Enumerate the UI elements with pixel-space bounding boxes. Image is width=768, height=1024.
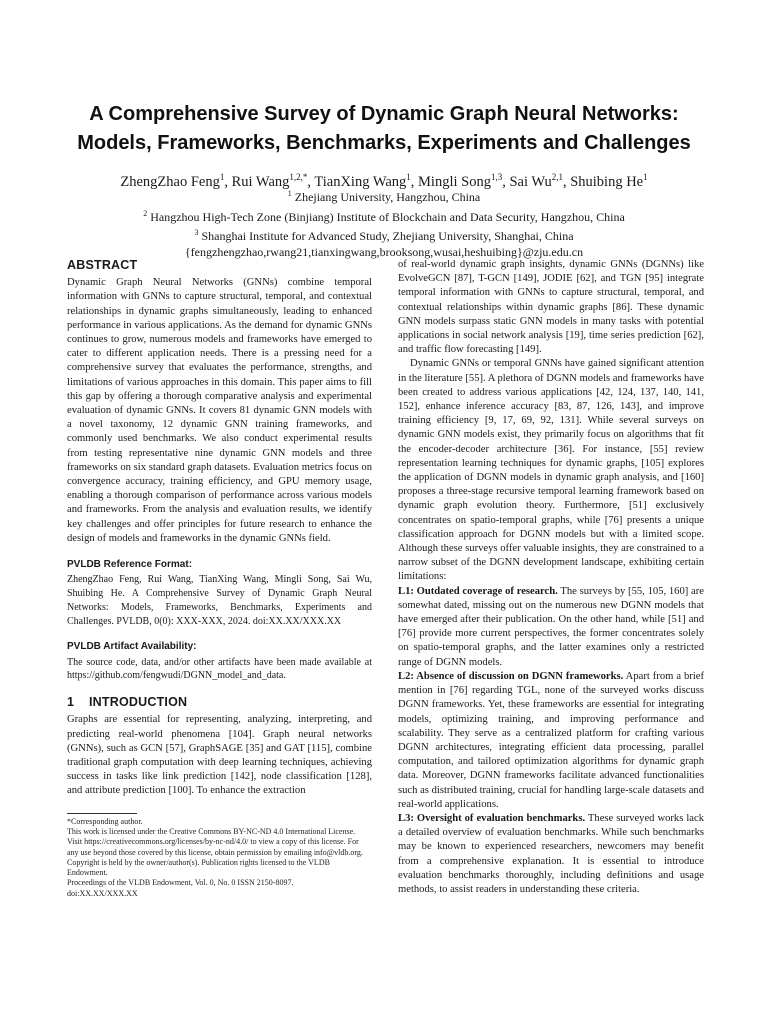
intro-paragraph-2: Dynamic GNNs or temporal GNNs have gained significant attention in the literature [55]. A plethora of DGNN models and frameworks have been created to address various applications [42, 124, 137, 140, 141, 152], enhance inference accuracy [83, 87, 126, 143], and improve training efficiency [9, 17, 69, 92, 131]. While several surveys on dynamic GNN models exist, they primarily focus on algorithms that fit the encoder-decoder architecture [36]. For instance, [55] review representation learning techniques for dynamic graphs, [105] explores the application of DGNN models in dynamic graph analysis, and [160] proposes a three-stage recursive temporal learning framework based on dynamic graph evolution theory. Furthermore, [51] exclusively concentrates on spatio-temporal graphs, while [76] presents a unique classification approach for DGNN models but with a limited scope. Although these surveys offer valuable insights, they are constrained to a narrow subset of the DGNN development landscape, exhibiting certain limitations:: [398, 358, 704, 583]
pvldb-reference-heading: PVLDB Reference Format:: [67, 559, 193, 571]
author-emails: {fengzhengzhao,rwang21,tianxingwang,brooksong,wusai,heshuibing}@zju.edu.cn: [184, 244, 584, 259]
footnote-proceedings: Proceedings of the VLDB Endowment, Vol. 0, No. 0 ISSN 2150-8097.: [67, 878, 294, 888]
affiliation: $^3$ Shanghai Institute for Advanced Study, Zhejiang University, Shanghai, China: [194, 228, 574, 243]
limitation-l1: L1: Outdated coverage of research. The surveys by [55, 105, 160] are somewhat dated, missing out on the numerous new DGNN models that have emerged after their publication. On the other hand, while [51] and [76] provide more current perspectives, the former concentrates solely on spatio-temporal graphs, and the latter examines only a restricted range of DGNN models.: [398, 585, 704, 668]
affiliation: $^2$ Hangzhou High-Tech Zone (Binjiang) Institute of Blockchain and Data Security, Hangzhou, China: [143, 208, 625, 224]
pvldb-artifact-heading: PVLDB Artifact Availability:: [67, 641, 197, 653]
abstract-text: Dynamic Graph Neural Networks (GNNs) combine temporal information with GNNs to capture structural, temporal, and contextual relationships in dynamic graphs simultaneously, leading to enhanced performance in various applications. As the demand for dynamic GNNs continues to grow, numerous models and frameworks have emerged to cater to different application needs. There is a pressing need for a comprehensive survey that evaluates the performance, strengths, and limitations of various approaches in this domain. This paper aims to fill this gap by offering a thorough comparative analysis and experimental evaluation of dynamic GNNs. It covers 81 dynamic GNN models with a novel taxonomy, 12 dynamic GNN training frameworks, and commonly used benchmarks. We also conduct experimental results from testing representative nine dynamic GNN models and three frameworks on six standard graph datasets. Evaluation metrics focus on convergence accuracy, training efficiency, and GPU memory usage, enabling a thorough comparison of performance across various models and frameworks. From the analysis and evaluation results, we identify key challenges and offer principles for future research to enhance the design of models and frameworks in the dynamic GNNs field.: [67, 277, 372, 544]
footnotes: [67, 817, 372, 899]
author: ZhengZhao Feng$^1$,: [120, 172, 232, 190]
limitation-l3: L3: Oversight of evaluation benchmarks. These surveyed works lack a detailed overview of evaluation benchmarks. While such benchmarks may be known to experienced researchers, newcomers may benefit from a comprehensive explanation. It is essential to introduce evaluation benchmarks thoroughly, including definitions and usage methods, to assist readers in understanding these criteria.: [398, 812, 705, 895]
right-column: [398, 258, 704, 897]
author: Rui Wang$^{1,2,*}$,: [231, 172, 315, 190]
author: TianXing Wang$^1$,: [314, 172, 419, 190]
introduction-paragraph: Graphs are essential for representing, analyzing, interpreting, and predicting real-world phenomena [104]. Graph neural networks (GNNs), such as GCN [57], GraphSAGE [35] and GAT [115], combine traditional graph computation with deep learning techniques, achieving success in tasks like link prediction [142], node classification [128], and attribute prediction [100]. To enhance the extraction: [67, 714, 372, 797]
introduction-heading: 1 INTRODUCTION: [67, 695, 188, 710]
title-line-1: A Comprehensive Survey of Dynamic Graph Neural Networks:: [89, 103, 679, 125]
limitation-l2: L2: Absence of discussion on DGNN frameworks. Apart from a brief mention in [76] regarding TGL, none of the surveyed works discuss DGNN frameworks. Yet, these frameworks are essential for integrating models, optimizing training, and improving performance and scalability. They serve as a centralized platform for crafting various DGNN architectures, integrating efficient data processing, parallel computation, and tailored optimization algorithms for dynamic graph data. Moreover, DGNN frameworks facilitate advanced functionalities such as distributed training, crucial for handling large-scale datasets and real-world applications.: [398, 670, 705, 810]
intro-continued-paragraph: of real-world dynamic graph insights, dynamic GNNs (DGNNs) like EvolveGCN [87], T-GCN [149], JODIE [62], and TGN [95] integrate temporal information with GNNs to capture structural, temporal, and contextual relationships within dynamic graphs [86]. These dynamic GNN models surpass static GNN models in many tasks with potential applications in social network analysis [19], time series prediction [62], and traffic flow forecasting [149].: [398, 259, 704, 356]
footnote-corresponding: *Corresponding author.: [67, 816, 143, 826]
pvldb-artifact-text: The source code, data, and/or other artifacts have been made available at https://github.com/fengwudi/DGNN_model_and_data.: [67, 656, 372, 682]
title-line-2: Models, Frameworks, Benchmarks, Experiments and Challenges: [77, 132, 691, 154]
abstract-heading: ABSTRACT: [67, 258, 138, 272]
left-column: [67, 258, 372, 899]
affiliation: $^1$ Zhejiang University, Hangzhou, China: [287, 189, 481, 204]
author: Shuibing He$^1$: [570, 172, 648, 190]
footnote-license: This work is licensed under the Creative Commons BY-NC-ND 4.0 International License. Visit https://creativecommons.org/licenses/by-nc-nd/4.0/ to view a copy of this license. For any use beyond those covered by this license, obtain permission by emailing info@vldb.org. Copyright is held by the owner/author(s). Publication rights licensed to the VLDB Endowment.: [67, 826, 363, 878]
footnote-divider: [67, 813, 137, 814]
author: Mingli Song$^{1,3}$,: [418, 172, 510, 190]
pvldb-reference-text: ZhengZhao Feng, Rui Wang, TianXing Wang, Mingli Song, Sai Wu, Shuibing He. A Comprehensive Survey of Dynamic Graph Neural Networks: Models, Frameworks, Benchmarks, Experiments and Challenges. PVLDB, 0(0): XXX-XXX, 2024. doi:XX.XX/XXX.XX: [67, 574, 372, 627]
paper-title: [40, 100, 728, 158]
affiliation-list: [40, 186, 728, 260]
author: Sai Wu$^{2,1}$,: [509, 172, 571, 190]
footnote-doi: doi:XX.XX/XXX.XX: [67, 888, 138, 898]
